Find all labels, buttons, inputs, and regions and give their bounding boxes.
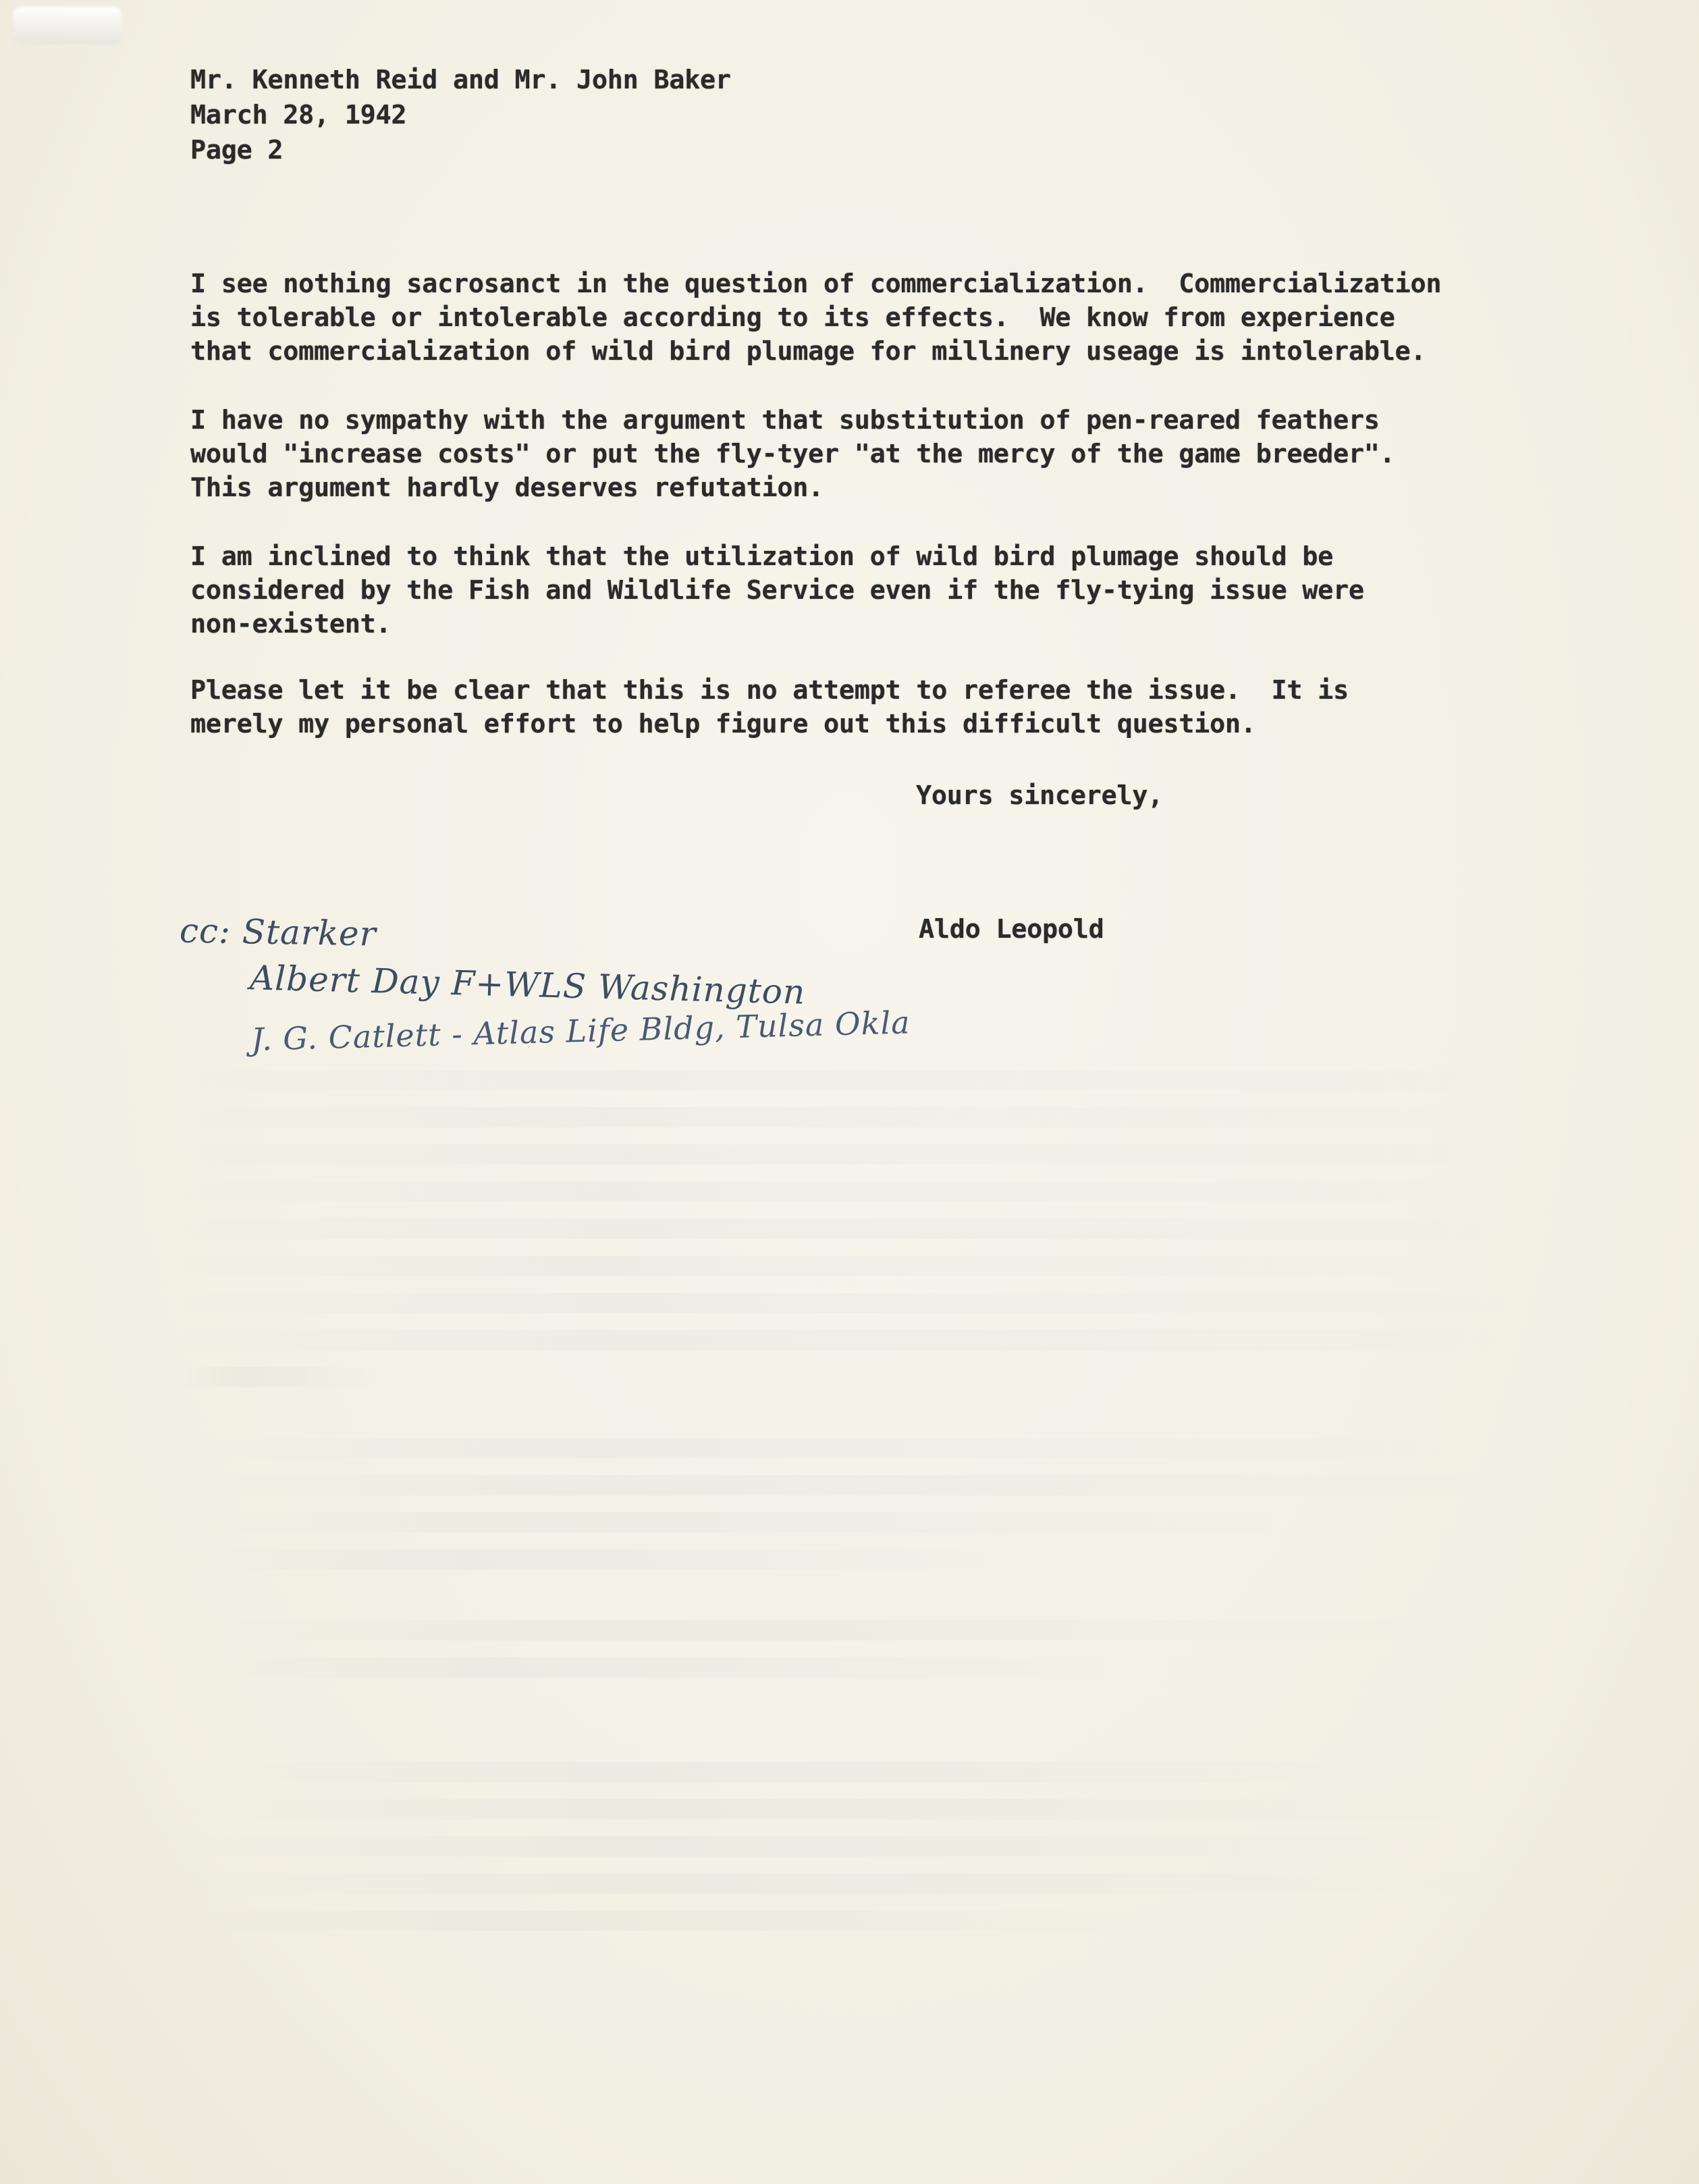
bleed-through-line <box>176 1762 1492 1782</box>
bleed-through-line <box>176 1144 1526 1165</box>
bleed-through-line <box>176 1657 1121 1678</box>
body-paragraph-2-line: This argument hardly deserves refutation. <box>190 473 824 503</box>
body-paragraph-2-line: would "increase costs" or put the fly-tyer "at the mercy of the game breeder". <box>190 439 1395 469</box>
bleed-through-line <box>176 1330 1512 1350</box>
bleed-through-line <box>176 1911 1188 1931</box>
body-paragraph-3-line: considered by the Fish and Wildlife Service even if the fly-tying issue were <box>190 575 1364 606</box>
body-paragraph-2-line: I have no sympathy with the argument that substitution of pen-reared feathers <box>190 405 1380 435</box>
bleed-through-line <box>176 1549 1053 1570</box>
staple-mark <box>14 7 122 44</box>
header-page-number: Page 2 <box>190 135 284 165</box>
header-date: March 28, 1942 <box>190 100 407 130</box>
bleed-through-line <box>176 1836 1458 1857</box>
bleed-through-line <box>176 1512 1289 1533</box>
bleed-through-line <box>176 1367 378 1387</box>
signature-name: Aldo Leopold <box>919 914 1104 944</box>
body-paragraph-3-line: non-existent. <box>190 609 392 639</box>
body-paragraph-3-line: I am inclined to think that the utilization of wild bird plumage should be <box>190 541 1334 572</box>
bleed-through-line <box>176 1293 1526 1313</box>
body-paragraph-1-line: I see nothing sacrosanct in the question of commercialization. Commercialization <box>190 269 1442 299</box>
bleed-through-line <box>176 1219 1526 1239</box>
handwritten-cc-starker: cc: Starker <box>179 911 377 954</box>
bleed-through-line <box>176 1620 1424 1641</box>
bleed-through-line <box>176 1256 1424 1276</box>
body-paragraph-1-line: is tolerable or intolerable according to its effects. We know from experience <box>190 302 1395 333</box>
bleed-through-line <box>176 1181 1492 1202</box>
bleed-through-line <box>176 1438 1458 1458</box>
body-paragraph-1-line: that commercialization of wild bird plumage for millinery useage is intolerable. <box>190 336 1426 367</box>
handwritten-cc-catlett: J. G. Catlett - Atlas Life Bldg, Tulsa Okla <box>250 1004 911 1058</box>
bleed-through-line <box>176 1799 1526 1819</box>
closing-salutation: Yours sincerely, <box>916 780 1164 811</box>
header-recipient: Mr. Kenneth Reid and Mr. John Baker <box>190 65 731 95</box>
bleed-through-line <box>176 1107 1458 1127</box>
body-paragraph-4-line: Please let it be clear that this is no attempt to referee the issue. It is <box>190 675 1349 705</box>
body-paragraph-4-line: merely my personal effort to help figure out this difficult question. <box>190 709 1256 739</box>
handwritten-cc-albert-day: Albert Day F+WLS Washington <box>249 958 806 1012</box>
bleed-through-line <box>176 1070 1526 1090</box>
bleed-through-line <box>176 1873 1512 1894</box>
bleed-through-line <box>176 1475 1526 1495</box>
